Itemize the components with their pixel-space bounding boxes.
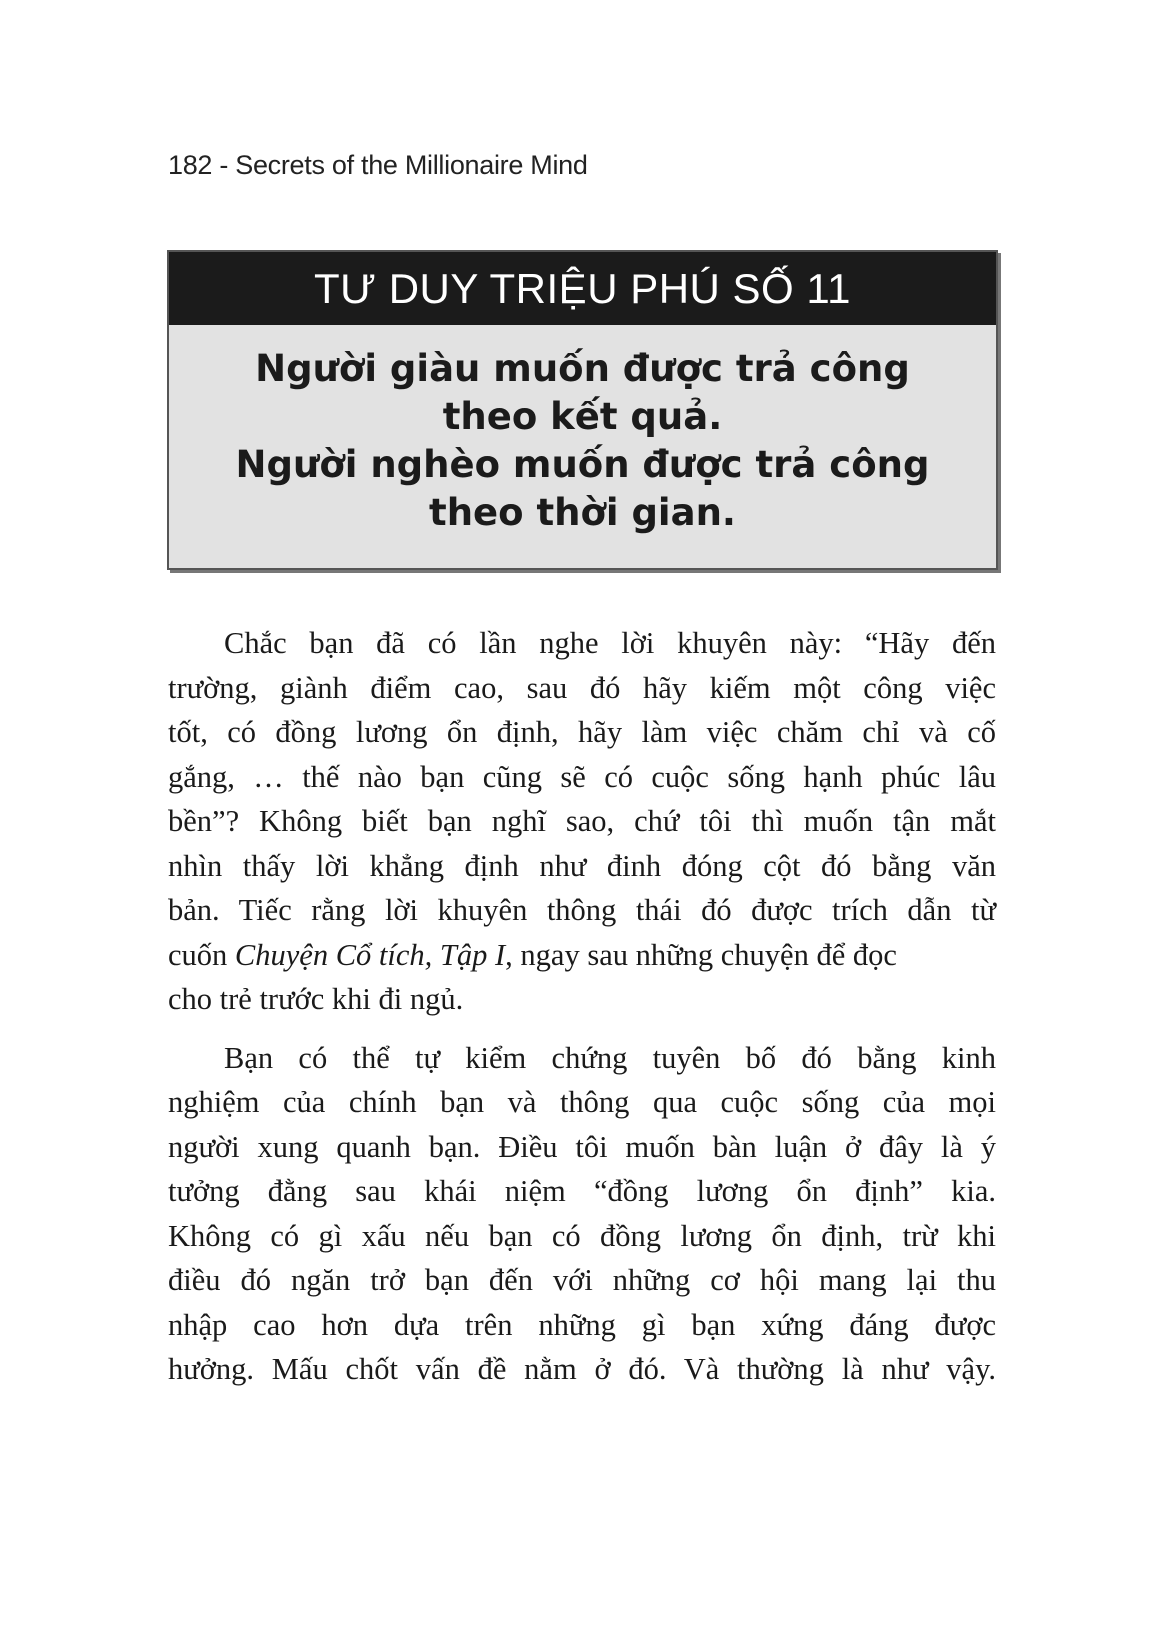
text-line: gắng, … thế nào bạn cũng sẽ có cuộc sống hạnh phúc lâu: [168, 759, 996, 794]
principle-line-3: Người nghèo muốn được trả công: [235, 443, 930, 486]
text-line: Chắc bạn đã có lần nghe lời khuyên này: “Hãy đến: [224, 626, 996, 660]
book-title: Chuyện Cổ tích, Tập I: [234, 937, 506, 972]
text-fragment: , ngay sau những chuyện để đọc: [505, 937, 897, 972]
text-fragment: cuốn: [168, 937, 235, 972]
text-line: nhìn thấy lời khẳng định như đinh đóng cột đó bằng văn: [168, 848, 996, 883]
text-line: trường, giành điểm cao, sau đó hãy kiếm một công việc: [168, 670, 996, 705]
paragraph-2: [168, 1036, 996, 1392]
running-header: 182 - Secrets of the Millionaire Mind: [168, 150, 588, 180]
principle-line-1: Người giàu muốn được trả công: [255, 347, 910, 390]
text-line: điều đó ngăn trở bạn đến với những cơ hội mang lại thu: [168, 1263, 996, 1297]
body-text: [168, 621, 996, 1406]
text-line: tưởng đằng sau khái niệm “đồng lương ổn định” kia.: [168, 1174, 996, 1208]
text-line: cho trẻ trước khi đi ngủ.: [168, 982, 464, 1016]
text-line: tốt, có đồng lương ổn định, hãy làm việc chăm chỉ và cố: [168, 715, 996, 749]
principle-line-4: theo thời gian.: [429, 491, 736, 534]
principle-box: [167, 250, 998, 570]
text-line: người xung quanh bạn. Điều tôi muốn bàn luận ở đây là ý: [168, 1129, 996, 1164]
text-line: hưởng. Mấu chốt vấn đề nằm ở đó. Và thường là như vậy.: [168, 1352, 996, 1386]
text-line: Không có gì xấu nếu bạn có đồng lương ổn định, trừ khi: [168, 1218, 996, 1253]
principle-title: TƯ DUY TRIỆU PHÚ SỐ 11: [169, 252, 996, 325]
principle-statement: [169, 325, 996, 537]
text-line: nhập cao hơn dựa trên những gì bạn xứng đáng được: [168, 1307, 996, 1342]
principle-line-2: theo kết quả.: [442, 395, 723, 438]
text-line: Bạn có thể tự kiểm chứng tuyên bố đó bằng kinh: [224, 1040, 996, 1075]
text-line: bền”? Không biết bạn nghĩ sao, chứ tôi thì muốn tận mắt: [168, 804, 996, 838]
text-line: bản. Tiếc rằng lời khuyên thông thái đó được trích dẫn từ: [168, 893, 996, 927]
text-line-with-book-title: [168, 933, 996, 978]
paragraph-1: [168, 621, 996, 1022]
text-line: nghiệm của chính bạn và thông qua cuộc sống của mọi: [168, 1085, 996, 1119]
